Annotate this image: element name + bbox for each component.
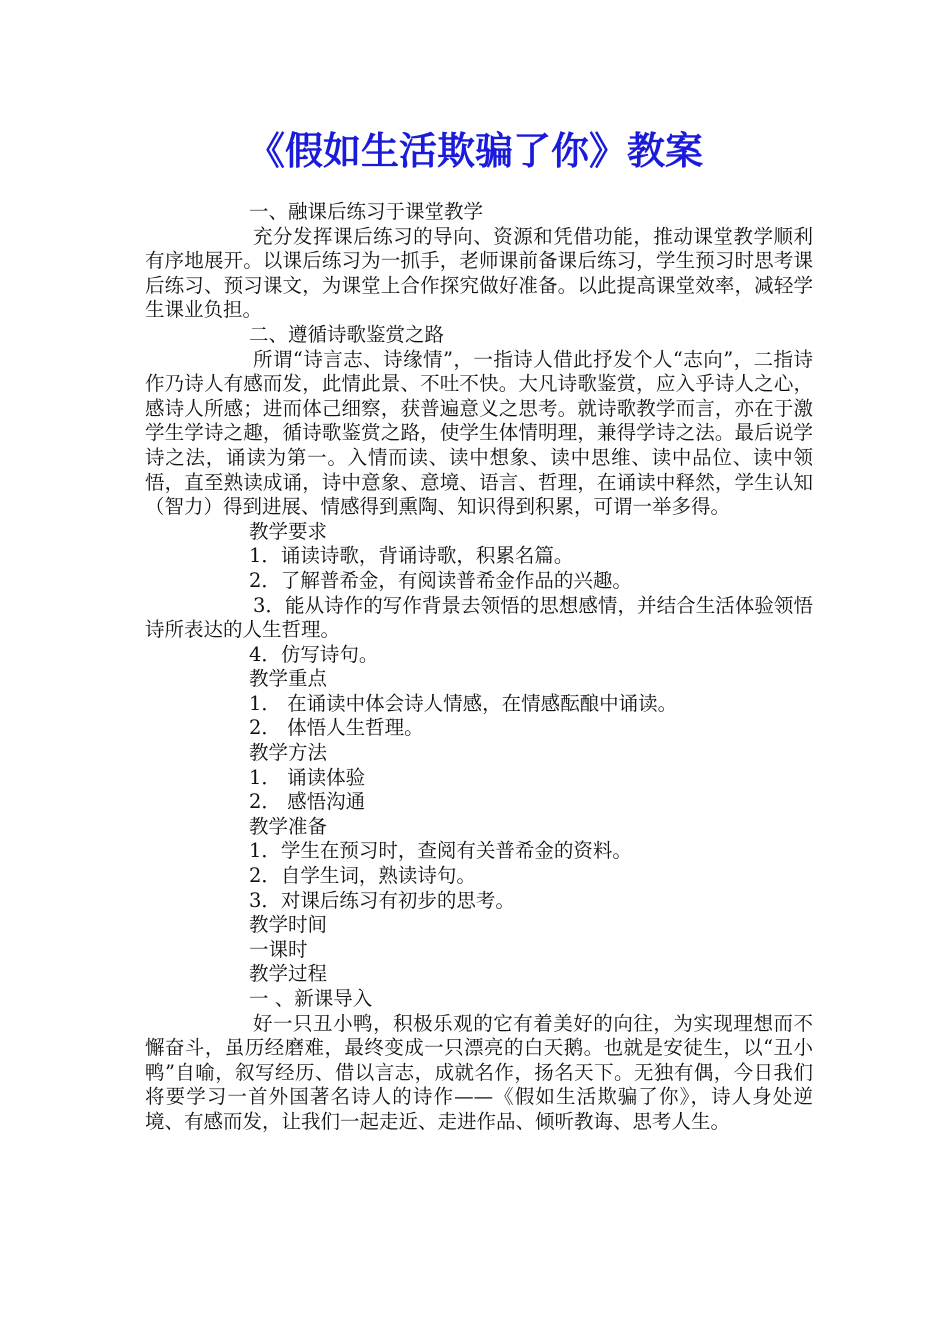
document-body <box>145 200 813 1135</box>
section-heading-2: 二、遵循诗歌鉴赏之路 <box>249 322 445 346</box>
heading-teaching-process: 教学过程 <box>249 962 328 986</box>
paragraph-introduction: 好一只丑小鸭，积极乐观的它有着美好的向往，为实现理想而不懈奋斗，虽历经磨难，最终变成一只漂亮的白天鹅。也就是安徒生，以“丑小鸭”自喻，叙写经历、借以言志，成就名作，扬名天下。无独有偶，今日我们将要学习一首外国著名诗人的诗作——《假如生活欺骗了你》，诗人身处逆境、有感而发，让我们一起走近、走进作品、倾听教诲、思考人生。 <box>145 1011 813 1133</box>
heading-teaching-methods: 教学方法 <box>249 741 328 765</box>
paragraph-1: 充分发挥课后练习的导向、资源和凭借功能，推动课堂教学顺利有序地展开。以课后练习为一抓手，老师课前备课后练习，学生预习时思考课后练习、预习课文，为课堂上合作探究做好准备。以此提高课堂效率，减轻学生课业负担。 <box>145 224 813 322</box>
process-step-1-heading: 一 、新课导入 <box>249 987 373 1010</box>
heading-teaching-preparation: 教学准备 <box>249 814 328 838</box>
focus-item-1: 1． 在诵读中体会诗人情感，在情感酝酿中诵读。 <box>249 691 678 715</box>
preparation-item-2: 2．自学生词，熟读诗句。 <box>249 864 476 888</box>
page-title: 《假如生活欺骗了你》教案 <box>246 128 703 173</box>
section-heading-1: 一、融课后练习于课堂教学 <box>249 200 484 223</box>
paragraph-2: 所谓“诗言志、诗缘情”，一指诗人借此抒发个人“志向”，二指诗作乃诗人有感而发，此情此景、不吐不快。大凡诗歌鉴赏，应入乎诗人之心，感诗人所感；进而体己细察，获普遍意义之思考。就诗歌教学而言，亦在于激学生学诗之趣，循诗歌鉴赏之路，使学生体情明理，兼得学诗之法。最后说学诗之法，诵读为第一。入情而读、读中想象、读中思维、读中品位、读中领悟，直至熟读成诵，诗中意象、意境、语言、哲理，在诵读中释然，学生认知（智力）得到进展、情感得到熏陶、知识得到积累，可谓一举多得。 <box>145 347 813 519</box>
heading-teaching-focus: 教学重点 <box>249 667 328 691</box>
heading-teaching-requirements: 教学要求 <box>249 519 328 543</box>
heading-teaching-time: 教学时间 <box>249 913 328 937</box>
requirement-item-4: 4．仿写诗句。 <box>249 642 379 666</box>
requirement-item-2: 2．了解普希金，有阅读普希金作品的兴趣。 <box>249 568 632 592</box>
preparation-item-3: 3．对课后练习有初步的思考。 <box>249 888 515 912</box>
requirement-item-1: 1．诵读诗歌，背诵诗歌，积累名篇。 <box>249 544 574 568</box>
focus-item-2: 2． 体悟人生哲理。 <box>249 716 424 740</box>
preparation-item-1: 1．学生在预习时，查阅有关普希金的资料。 <box>249 839 632 863</box>
teaching-time-value: 一课时 <box>249 937 308 961</box>
requirement-item-3: 3．能从诗作的写作背景去领悟的思想感情，并结合生活体验领悟诗所表达的人生哲理。 <box>145 593 813 642</box>
method-item-2: 2． 感悟沟通 <box>249 790 366 814</box>
method-item-1: 1． 诵读体验 <box>249 765 366 789</box>
